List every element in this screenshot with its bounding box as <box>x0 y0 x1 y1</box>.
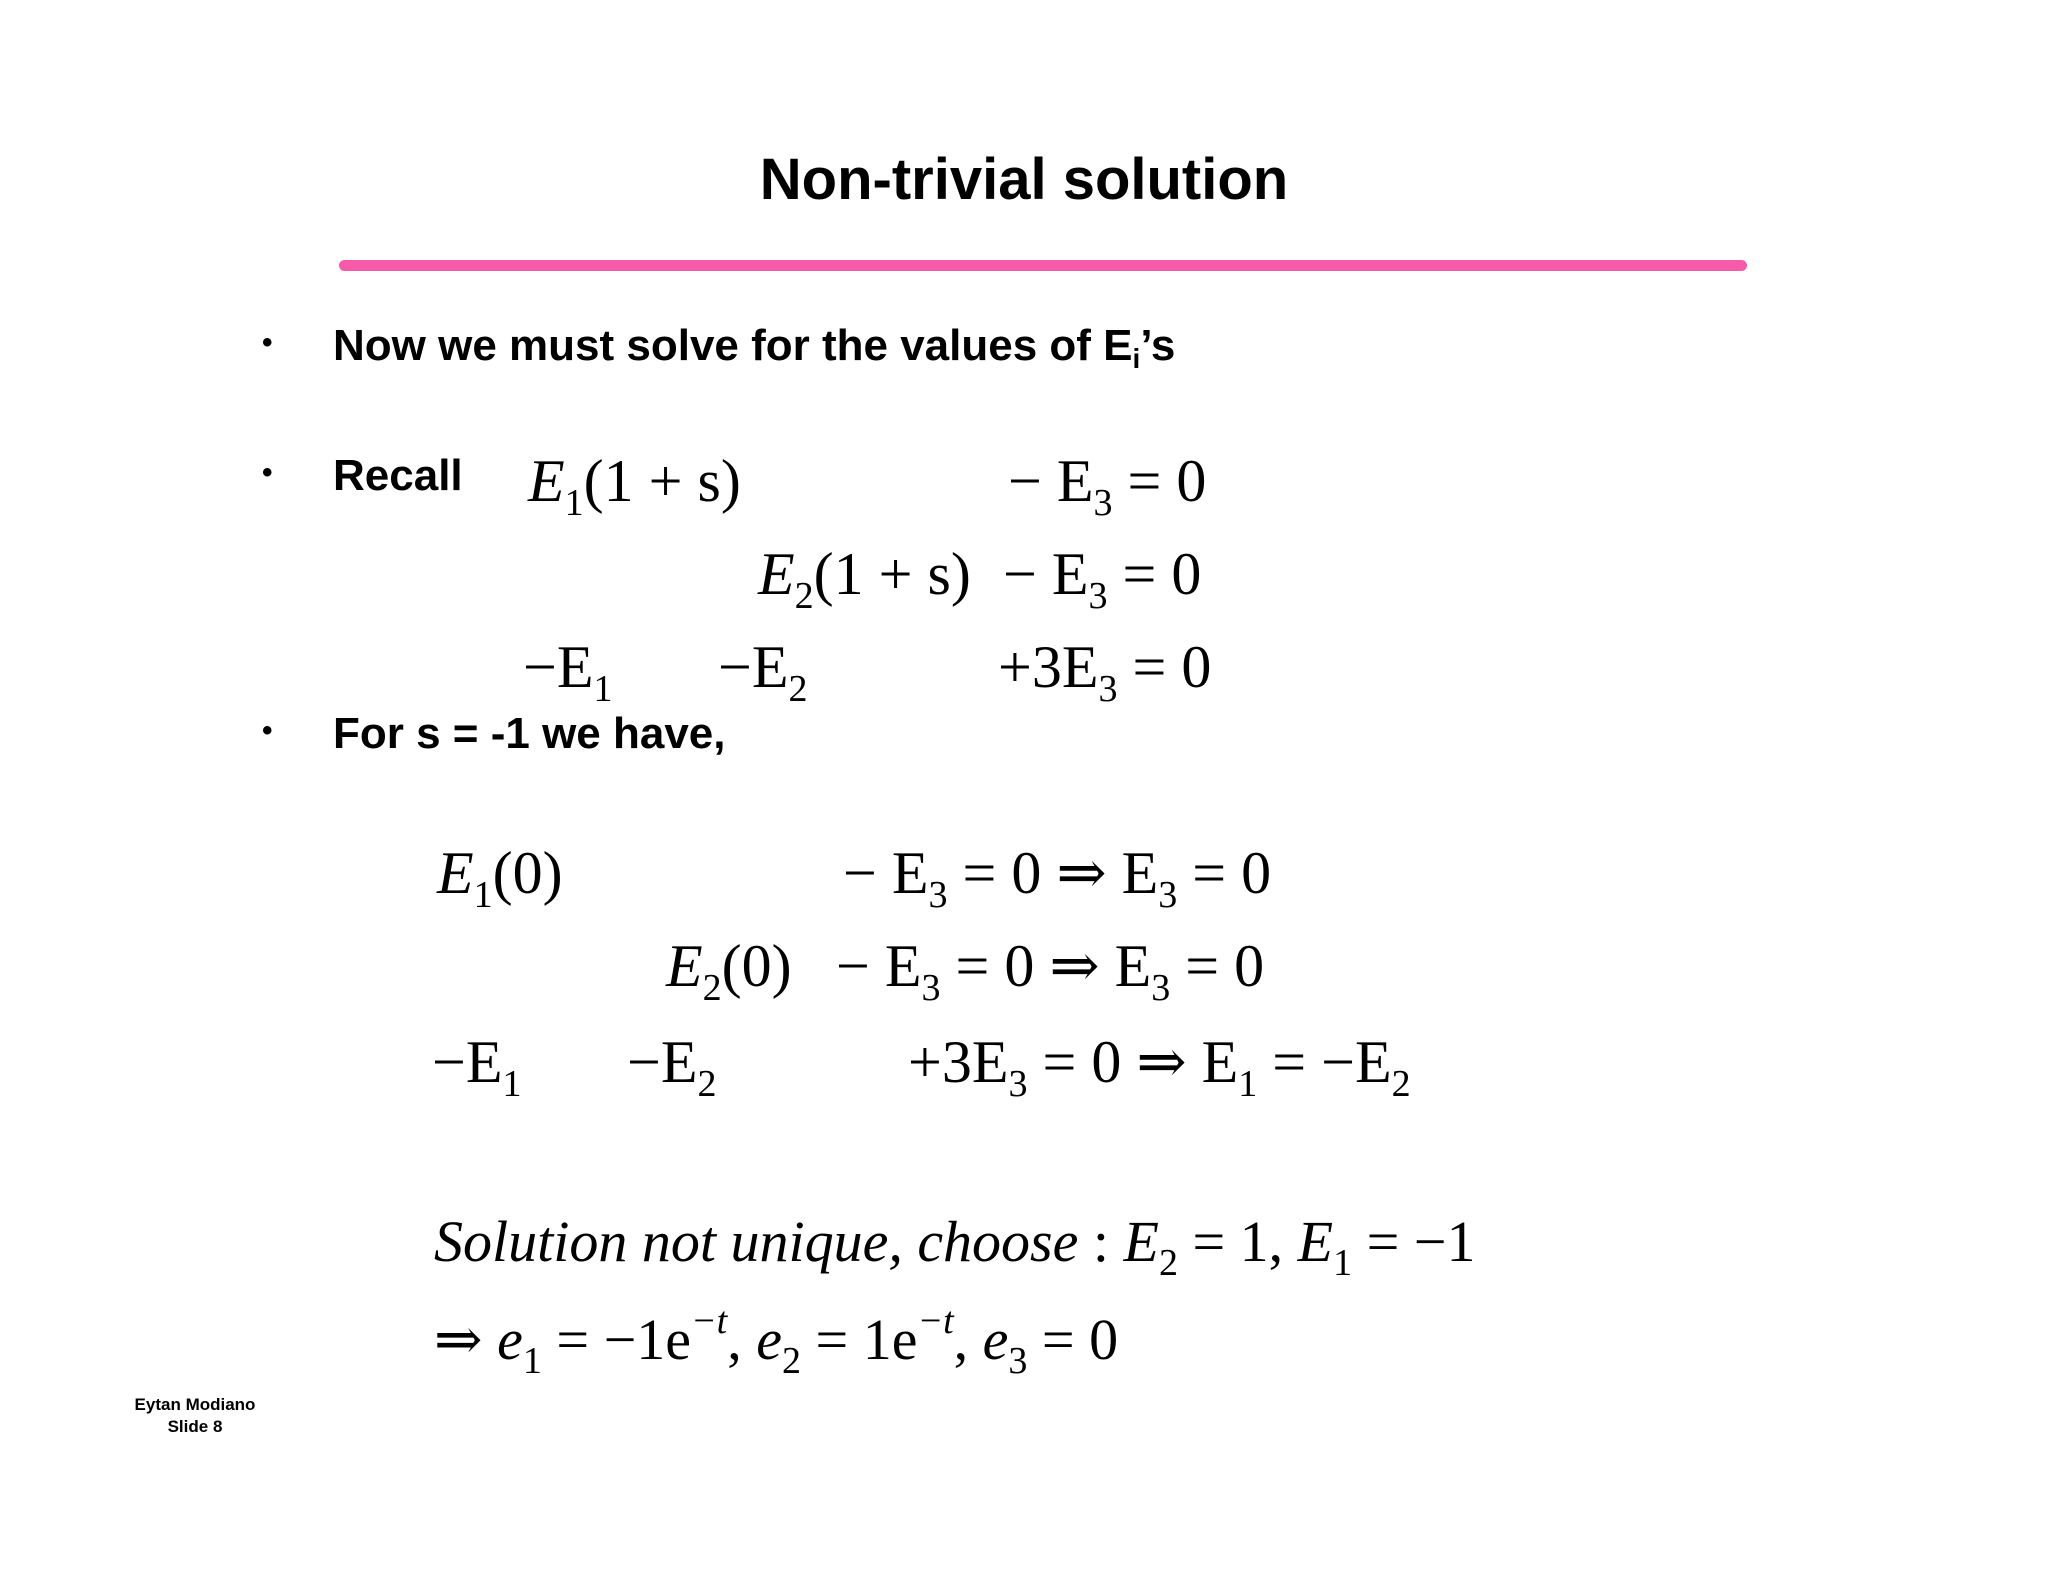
bullet-text: For s = -1 we have, <box>333 709 726 758</box>
equation-term: − $E_3 = 0$ <box>1003 541 1202 617</box>
footer <box>110 1394 280 1438</box>
equation-term: $E_2(0)$ <box>666 933 792 1009</box>
footer-author: Eytan Modiano <box>134 1395 256 1414</box>
equation-term: $-E_2$ <box>718 634 808 710</box>
solution-result: ⇒ $e_1 = -1e^{-t}$, $e_2 = 1e^{-t}$, $e_3 = 0$ <box>434 1300 1119 1382</box>
footer-slide-number: Slide 8 <box>167 1417 223 1436</box>
equation-term: − $E_3 = 0$ ⇒ $E_3 = 0$ <box>836 933 1265 1009</box>
equation-term: $+3E_3 = 0$ ⇒ $E_1 = -E_2$ <box>908 1029 1411 1105</box>
bullet-text: Now we must solve for the values of $E_i’s$ <box>333 321 1176 374</box>
bullet-text-recall: Recall <box>333 451 463 500</box>
equation-term: $E_1(0)$ <box>437 840 563 916</box>
bullet-marker: • <box>262 456 273 489</box>
page-title: Non-trivial solution <box>759 147 1289 212</box>
equation-term: − $E_3 = 0$ ⇒ $E_3 = 0$ <box>843 840 1272 916</box>
title-divider <box>339 260 1747 271</box>
bullet-marker: • <box>262 714 273 747</box>
equation-term: $-E_2$ <box>627 1029 717 1105</box>
bullet-marker: • <box>262 326 273 359</box>
solution-statement: Solution not unique, choose : $E_2 = 1$, $E_1 = -1$ <box>434 1209 1476 1284</box>
equation-term: $-E_1$ <box>432 1029 522 1105</box>
equation-term: $+3E_3 = 0$ <box>998 634 1212 710</box>
equation-term: − $E_3 = 0$ <box>1008 448 1207 524</box>
equation-term: $E_1(1 + s)$ <box>528 448 741 524</box>
equation-term: $E_2(1 + s)$ <box>758 541 971 617</box>
equation-term: $-E_1$ <box>523 634 613 710</box>
